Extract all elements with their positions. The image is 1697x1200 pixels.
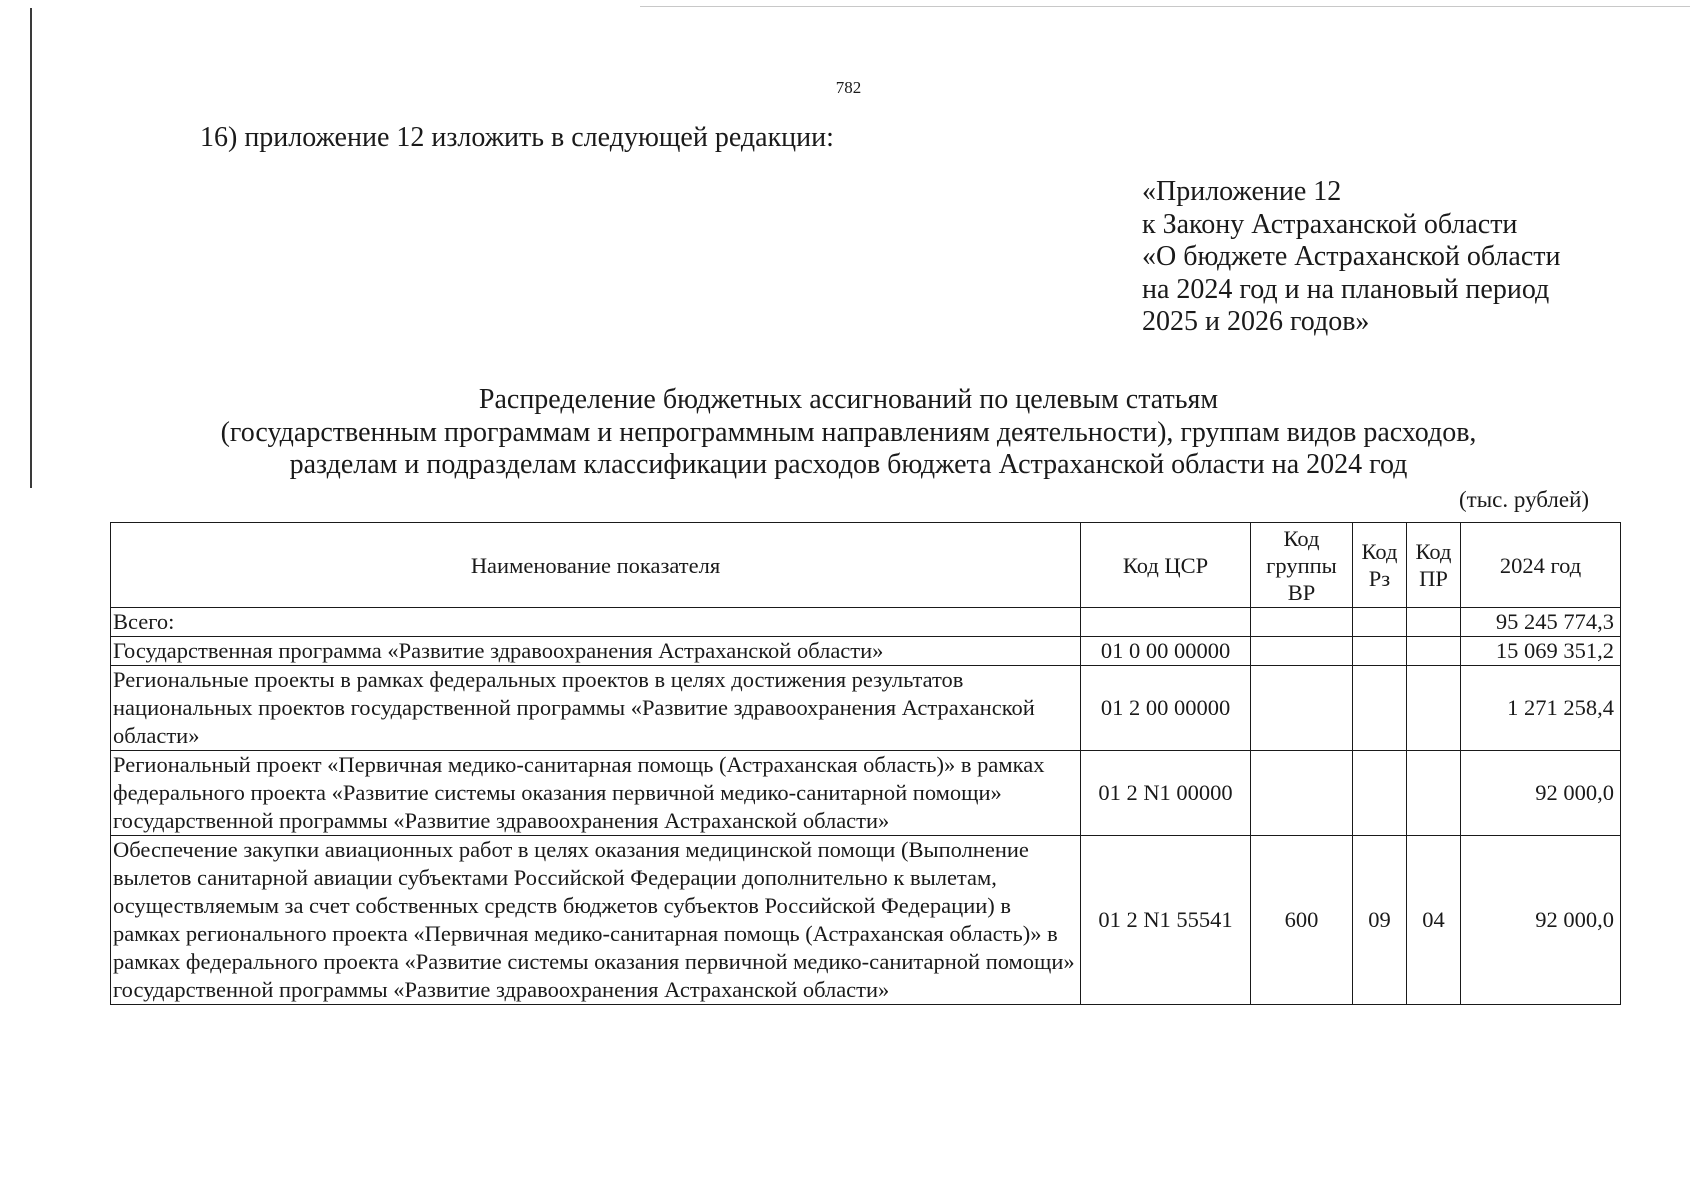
intro-text: 16) приложение 12 изложить в следующей редакции: (200, 122, 834, 153)
cell-rz: 09 (1353, 836, 1407, 1005)
cell-rz (1353, 608, 1407, 637)
header-vr: Код группы ВР (1251, 523, 1353, 608)
appendix-line: «Приложение 12 (1142, 176, 1342, 207)
cell-csr: 01 2 00 00000 (1081, 666, 1251, 751)
cell-vr (1251, 637, 1353, 666)
cell-rz (1353, 666, 1407, 751)
cell-pr (1407, 637, 1461, 666)
cell-name: Всего: (111, 608, 1081, 637)
cell-vr (1251, 608, 1353, 637)
cell-name: Обеспечение закупки авиационных работ в целях оказания медицинской помощи (Выполнение вылетов санитарной авиации субъектами Российской Федерации дополнительно к вылетам, осуществляемым за счет собственных средств бюджетов субъектов Российской Федерации) в рамках регионального проекта «Первичная медико-санитарная помощь (Астраханская область)» в рамках федерального проекта «Развитие системы оказания первичной медико-санитарной помощи» государственной программы «Развитие здравоохранения Астраханской области» (111, 836, 1081, 1005)
cell-name: Региональные проекты в рамках федеральных проектов в целях достижения результатов национальных проектов государственной программы «Развитие здравоохранения Астраханской области» (111, 666, 1081, 751)
cell-amount: 92 000,0 (1461, 836, 1621, 1005)
appendix-line: на 2024 год и на плановый период (1142, 273, 1550, 305)
table-row (111, 836, 1621, 1005)
cell-rz (1353, 637, 1407, 666)
cell-csr: 01 0 00 00000 (1081, 637, 1251, 666)
appendix-line: 2025 и 2026 годов» (1142, 306, 1370, 337)
cell-amount: 1 271 258,4 (1461, 666, 1621, 751)
header-name: Наименование показателя (111, 523, 1081, 608)
table-row (111, 608, 1621, 637)
cell-pr: 04 (1407, 836, 1461, 1005)
table-title-line: (государственным программам и непрограммным направлениям деятельности), группам видов расходов, (220, 416, 1477, 448)
budget-table (110, 522, 1621, 1005)
cell-amount: 92 000,0 (1461, 751, 1621, 836)
appendix-line: «О бюджете Астраханской области (1142, 241, 1561, 272)
appendix-reference (1142, 176, 1560, 339)
header-rz: Код Рз (1353, 523, 1407, 608)
header-year: 2024 год (1461, 523, 1621, 608)
table-title-line: Распределение бюджетных ассигнований по целевым статьям (478, 384, 1219, 415)
table-header-row (111, 523, 1621, 608)
cell-vr: 600 (1251, 836, 1353, 1005)
cell-pr (1407, 751, 1461, 836)
table-row (111, 637, 1621, 666)
table-title (0, 384, 1697, 482)
cell-pr (1407, 666, 1461, 751)
cell-csr: 01 2 N1 55541 (1081, 836, 1251, 1005)
table-title-line: разделам и подразделам классификации расходов бюджета Астраханской области на 2024 год (289, 449, 1408, 480)
cell-rz (1353, 751, 1407, 836)
cell-name: Государственная программа «Развитие здравоохранения Астраханской области» (111, 637, 1081, 666)
cell-amount: 15 069 351,2 (1461, 637, 1621, 666)
appendix-line: к Закону Астраханской области (1142, 208, 1518, 240)
cell-vr (1251, 666, 1353, 751)
cell-amount: 95 245 774,3 (1461, 608, 1621, 637)
units-label: (тыс. рублей) (1459, 487, 1590, 512)
table-row (111, 666, 1621, 751)
page-number: 782 (835, 78, 862, 97)
cell-pr (1407, 608, 1461, 637)
scan-edge-top (640, 6, 1690, 7)
cell-csr: 01 2 N1 00000 (1081, 751, 1251, 836)
cell-name: Региональный проект «Первичная медико-санитарная помощь (Астраханская область)» в рамках федерального проекта «Развитие системы оказания первичной медико-санитарной помощи» государственной программы «Развитие здравоохранения Астраханской области» (111, 751, 1081, 836)
cell-csr (1081, 608, 1251, 637)
table-row (111, 751, 1621, 836)
cell-vr (1251, 751, 1353, 836)
header-csr: Код ЦСР (1081, 523, 1251, 608)
header-pr: Код ПР (1407, 523, 1461, 608)
